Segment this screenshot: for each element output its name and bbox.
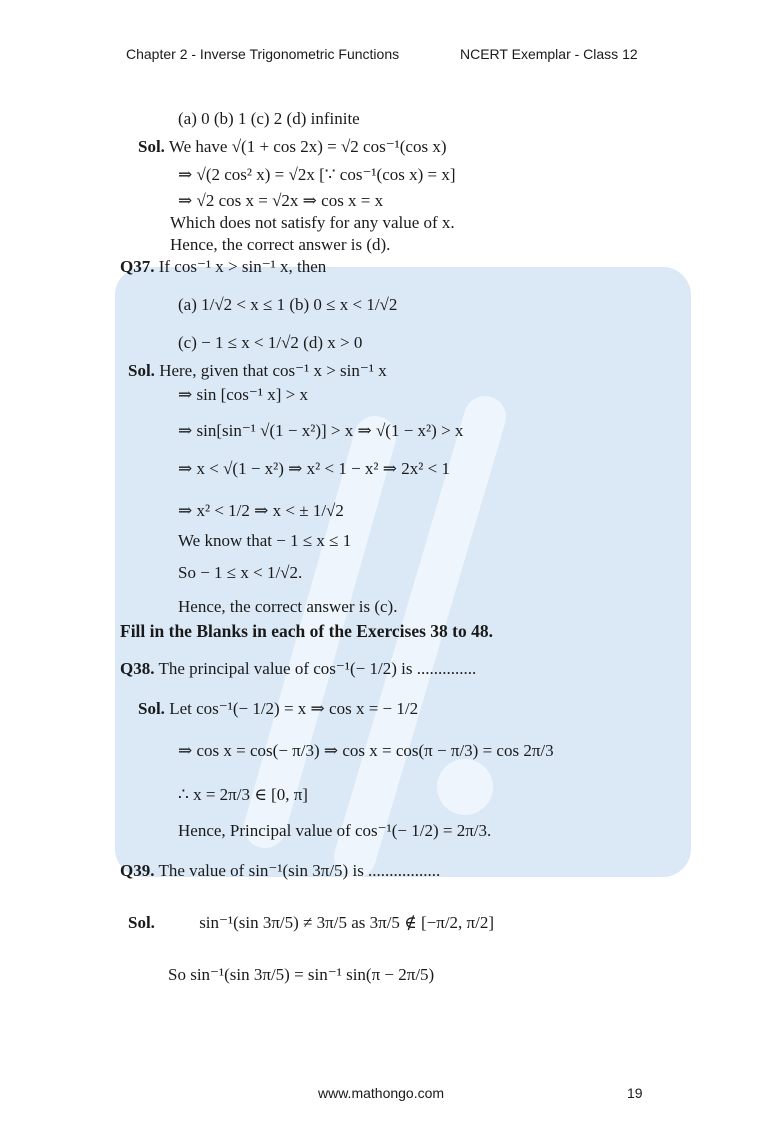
section-heading: Fill in the Blanks in each of the Exercises 38 to 48. <box>120 621 494 641</box>
math-line: ⇒ cos x = cos(− π/3) ⇒ cos x = cos(π − π/3) = cos 2π/3 <box>178 741 554 760</box>
chapter-header: Chapter 2 - Inverse Trigonometric Functions <box>126 46 400 62</box>
text-line: Which does not satisfy for any value of x. <box>170 213 455 232</box>
math-line: ⇒ √(2 cos² x) = √2x [∵ cos⁻¹(cos x) = x] <box>178 165 456 184</box>
text-line: We know that − 1 ≤ x ≤ 1 <box>178 531 352 550</box>
math-line: ⇒ x² < 1/2 ⇒ x < ± 1/√2 <box>178 501 344 520</box>
math-line: ⇒ √2 cos x = √2x ⇒ cos x = x <box>178 191 384 210</box>
math-line: So − 1 ≤ x < 1/√2. <box>178 563 303 582</box>
math-line: So sin⁻¹(sin 3π/5) = sin⁻¹ sin(π − 2π/5) <box>168 965 435 984</box>
solution-line: Sol. Let cos⁻¹(− 1/2) = x ⇒ cos x = − 1/2 <box>138 699 419 718</box>
options-line: (a) 0 (b) 1 (c) 2 (d) infinite <box>178 109 360 128</box>
question-line: Q37. If cos⁻¹ x > sin⁻¹ x, then <box>120 257 327 276</box>
text-line: Hence, the correct answer is (c). <box>178 597 398 616</box>
options-line: (c) − 1 ≤ x < 1/√2 (d) x > 0 <box>178 333 363 352</box>
text-line: Hence, the correct answer is (d). <box>170 235 391 254</box>
footer-url: www.mathongo.com <box>318 1085 445 1101</box>
question-line: Q38. The principal value of cos⁻¹(− 1/2) is .............. <box>120 659 477 678</box>
solution-line: Sol. Here, given that cos⁻¹ x > sin⁻¹ x <box>128 361 387 380</box>
page-number: 19 <box>627 1085 643 1101</box>
math-line: ∴ x = 2π/3 ∈ [0, π] <box>178 785 308 804</box>
math-line: ⇒ sin [cos⁻¹ x] > x <box>178 385 308 404</box>
options-line: (a) 1/√2 < x ≤ 1 (b) 0 ≤ x < 1/√2 <box>178 295 398 314</box>
solution-line: Sol. We have √(1 + cos 2x) = √2 cos⁻¹(cos x) <box>138 137 447 156</box>
math-line: ⇒ sin[sin⁻¹ √(1 − x²)] > x ⇒ √(1 − x²) > x <box>178 421 464 440</box>
math-line: ⇒ x < √(1 − x²) ⇒ x² < 1 − x² ⇒ 2x² < 1 <box>178 459 450 478</box>
solution-line: Sol. sin⁻¹(sin 3π/5) ≠ 3π/5 as 3π/5 ∉ [−π/2, π/2] <box>128 913 495 932</box>
question-line: Q39. The value of sin⁻¹(sin 3π/5) is ................. <box>120 861 441 880</box>
text-line: Hence, Principal value of cos⁻¹(− 1/2) = 2π/3. <box>178 821 492 840</box>
book-header: NCERT Exemplar - Class 12 <box>460 46 638 62</box>
